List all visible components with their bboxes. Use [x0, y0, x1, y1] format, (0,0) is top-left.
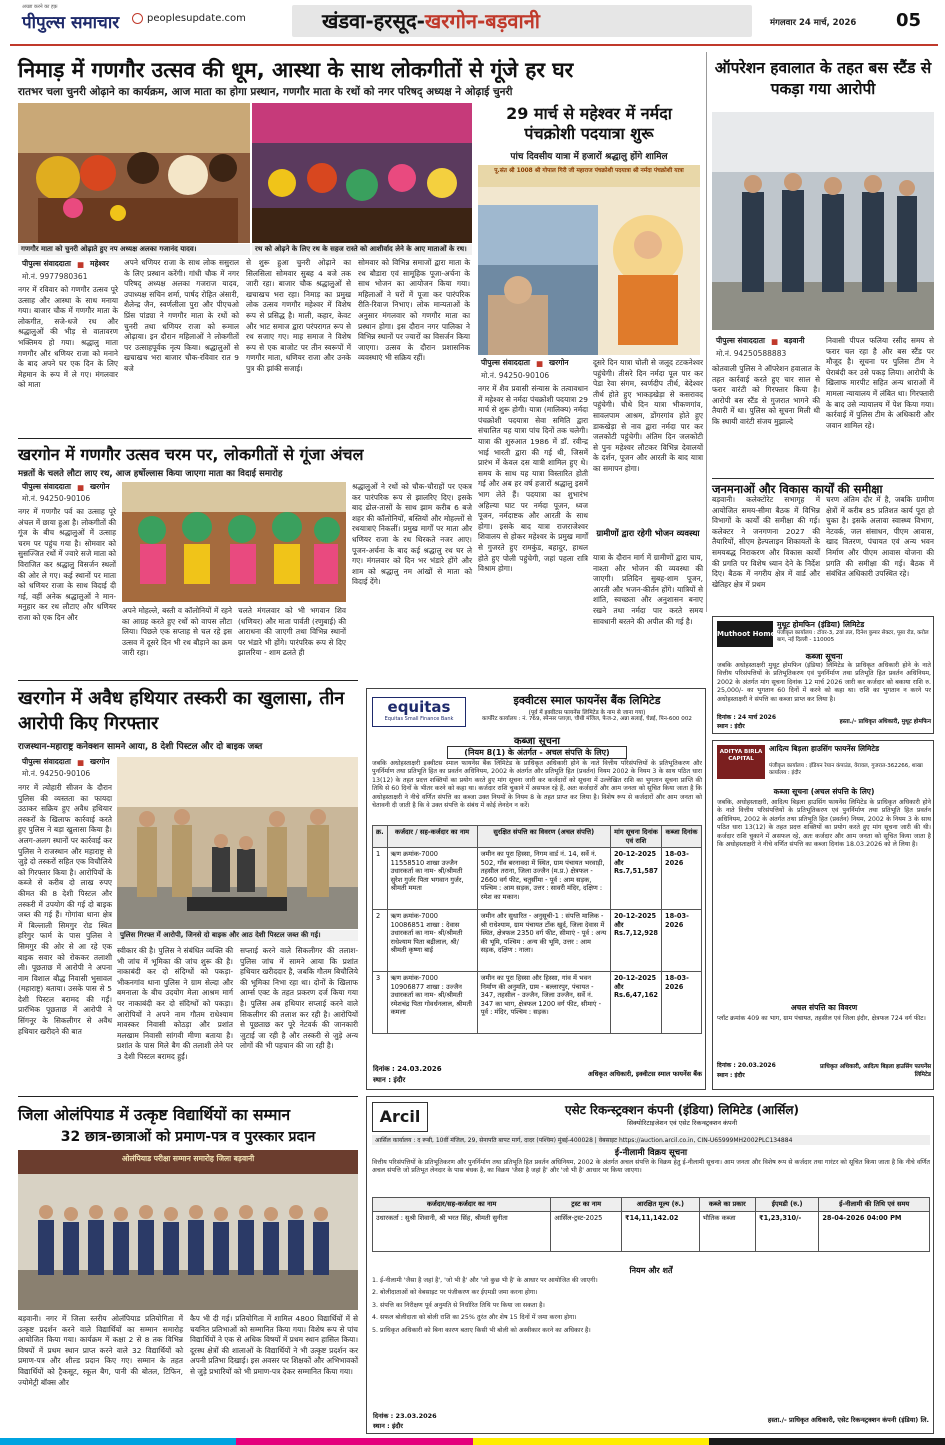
equitas-subtitle: (पूर्व में इक्वीटस फायनेंस लिमिटेड के नाम से जाना गया)	[528, 710, 646, 716]
arcil-signatory: हस्ता./- प्राधिकृत अधिकारी, एसेट रिकन्स्ट्रक्शन कंपनी (इंडिया) लि.	[767, 1416, 929, 1424]
color-swatch	[473, 1438, 709, 1445]
table-cell: ₹14,11,142.02	[622, 1211, 700, 1251]
color-swatch	[0, 1438, 236, 1445]
story7-banner: ओलंपियाड परीक्षा सम्मान समारोह जिला बड़वानी	[121, 1154, 255, 1163]
story7-headline-2: 32 छात्र-छात्राओं को प्रमाण-पत्र व पुरस्कार प्रदान	[60, 1129, 316, 1145]
arcil-term: 4. सफल बोलीदाता को बोली राशि का 25% तुरंत और शेष 15 दिनों में जमा करना होगा।	[372, 1314, 577, 1322]
table-header: मांग सूचना दिनांक एवं राशि	[610, 826, 661, 848]
arcil-notice	[366, 1096, 934, 1434]
equitas-heading: कब्जा सूचना	[513, 736, 560, 747]
story4-col-1: बड़वानी। कलेक्टोरेट सभागृह में आयोजित समय-सीमा बैठक में विभिन्न विभागों के कार्यों की समीक्षा की गई। कलेक्टर ने जनगणना 2027 की तैयारियों, सीएम हेल्पलाइन शिकायतों के समयबद्ध निराकरण और विकास कार्यों की प्रगति पर विशेष ध्यान देने के निर्देश दिए। बैठक में नगरीय क्षेत्र में वार्ड और खेतिहर क्षेत्र में प्रथम	[712, 495, 820, 589]
bullet-icon: ■	[535, 358, 544, 368]
section-rule	[18, 680, 358, 681]
story2-headline: 29 मार्च से महेश्वर में नर्मदा पंचक्रोशी पदयात्रा शुरू	[506, 104, 672, 143]
equitas-address: कार्पोरेट कार्यालय : नं. 769, स्पेन्सर प्लाज़ा, चौथी मंजिल, फेज-2, अन्ना सलाई, चेन्नई, पिन-600 002	[482, 716, 692, 722]
table-header-row	[373, 1198, 930, 1212]
table-header: कब्जा दिनांक	[662, 826, 702, 848]
masthead	[0, 0, 945, 46]
arcil-address: आर्सिल कार्यालय : द रूबी, 10वीं मंजिल, 29, सेनापति बापट मार्ग, दादर (पश्चिम) मुंबई-400028 | वेबसाइट https://auction.arcil.co.in, CIN-U65999MH2002PLC134884	[372, 1135, 930, 1145]
story4-col-2: चरण अंतिम दौर में है, जबकि ग्रामीण क्षेत्रों में करीब 85 प्रतिशत कार्य पूरा हो चुका है। इसके अलावा स्वास्थ्य विभाग, नेटवर्क, जल संसाधन, पीएम आवास, खाद वितरण, पंचायत एवं अन्य भवन निर्माण और पीएम आवास योजना की प्रगति की समीक्षा की गई। बैठक में संबंधित अधिकारी उपस्थित रहे।	[826, 495, 934, 579]
story5-reporter: पीपुल्स संवाददाता	[22, 482, 71, 491]
arcil-terms-heading: नियम और शर्तें	[629, 1266, 673, 1275]
story2-col-2: दूसरे दिन यात्रा चोली से जलूद टटकनेश्वर पहुंचेगी। तीसरे दिन नर्मदा पूल पार कर पेडा रेवा संगम, स्वर्णदीप तीर्थ, बेदेश्वर तीर्थ होते हुए भाकड़खेड़ा से कसरावद पहुंचेगी। चौथे दिन यात्रा भीकणगांव, सावलपाम आश्रम, डोंगरगांव होते हुए डाकखेड़ा से नाव द्वारा नर्मदा पार कर जलकोटी पहुंचेगी। अंतिम दिन जलकोटी से पुनः महेश्वर लौटकर विभिन्न देवालयों के दर्शन, पूजन और आरती के बाद यात्रा का समापन होगा।	[593, 358, 703, 473]
story3-headline: ऑपरेशन हवालात के तहत बस स्टैंड से पकड़ा गया आरोपी	[714, 59, 932, 98]
bullet-icon: ■	[76, 259, 85, 269]
table-cell: 3	[373, 972, 388, 1034]
story3-place: बड़वानी	[784, 336, 805, 345]
story2-subhead: पांच दिवसीय यात्रा में हजारों श्रद्धालु होंगे शामिल	[510, 152, 668, 162]
story3-phone: मो.नं. 94250588883	[716, 349, 787, 358]
table-header: क्र.	[373, 826, 388, 848]
aditya-address: पंजीकृत कार्यालय : इंडियन रेयान कंपाउंड, वेरावल, गुजरात-362266, शाखा कार्यालय : इंदौर	[769, 763, 923, 776]
table-cell: 2	[373, 910, 388, 972]
muthoot-address: पंजीकृत कार्यालय : टॉवर-3, 2वां तल, दिनेश कुमार सेक्टर, पूसा रोड, करोल बाग, नई दिल्ली - 110005	[777, 630, 929, 643]
globe-icon	[132, 13, 143, 24]
table-header: कर्जदार/सह-कर्जदार का नाम	[373, 1198, 551, 1212]
story3-col-2: निवासी पीपल फलिया रसीद समय से फरार चल रहा है और बस स्टैंड पर मौजूद है। सूचना पर पुलिस टीम ने घेराबंदी कर उसे पकड़ लिया। आरोपी के खिलाफ मारपीट सहित अन्य धाराओं में मामला न्यायालय में लंबित था। गिरफ्तारी के बाद उसे न्यायालय में पेश किया गया। कार्रवाई में पुलिस टीम के अधिकारी और जवान शामिल रहे।	[826, 336, 934, 430]
story5-photo	[122, 482, 346, 602]
print-color-bar	[0, 1438, 945, 1445]
bullet-icon: ■	[76, 482, 85, 492]
aditya-heading: कब्जा सूचना (अचल संपत्ति के लिए)	[773, 787, 875, 796]
arcil-place: स्थान : इंदौर	[373, 1422, 403, 1430]
story2-place: खरगोन	[549, 358, 569, 367]
section-title-b: खरगोन-बड़वानी	[424, 9, 540, 33]
equitas-table	[372, 825, 702, 1034]
table-header: सुरक्षित संपत्ति का विवरण (अचल संपत्ति)	[477, 826, 610, 848]
aditya-property: प्लॉट क्रमांक 409 का भाग, ग्राम पंचायत, तहसील एवं जिला इंदौर, क्षेत्रफल 724 वर्ग फीट।	[717, 1015, 926, 1022]
arcil-date: दिनांक : 23.03.2026	[373, 1412, 437, 1420]
story1-col-4: सोमवार को विभिन्न समाजों द्वारा माता के रथ बौडारा एवं सामूहिक पूजा-अर्चना के साथ भोजन का आयोजन किया गया। महिलाओं ने घरों में पूजा कर पारंपरिक रीति-रिवाज निभाए। लोक मान्यताओं के अनुसार मंगलवार को गणगौर माता का प्रस्थान होगा। इस दौरान नगर पालिका ने विभिन्न स्थानों पर ज्यारों का विसर्जन किया जाएगा। उत्सव के दौरान प्रशासनिक व्यवस्थाएं भी सक्रिय रहीं।	[358, 258, 470, 363]
story2-col-1: नगर में शैव प्रवासी संन्यास के तत्वावधान में महेश्वर से नर्मदा पंचक्रोशी पदयात्रा 29 मार्च से शुरू होगी। यात्रा (मालिक्य) नर्मदा पंचक्रोशी पदयात्रा सेवा समिति द्वारा संचालित यह यात्रा पांच दिनों तक चलेगी। यात्रा की शुरुआत 1986 में डॉ. रवीन्द्र भाई भारती द्वारा की गई थी, जिसमें प्रारंभ में केवल दस यात्री शामिल हुए थे। समय के साथ यह यात्रा विस्तारित होती गई और अब हर वर्ष हजारों श्रद्धालु इसमें भाग लेते हैं। पदयात्रा का शुभारंभ अहिल्या घाट पर नर्मदा पूजन, ध्वज पूजन, नर्मदाष्टक और आरती के साथ होगा। इसके बाद यात्रा राजराजेश्वर शिवालय से होकर महेश्वर के प्रमुख मार्गों से गुजरते हुए रामकुंड, बहादुर, हाथल होते हुए पोली पहुंचेगी, जहां पहला रात्रि विश्राम होगा।	[478, 384, 588, 574]
table-cell: 1	[373, 848, 388, 910]
equitas-signatory: अधिकृत अधिकारी, इक्वीटस स्माल फायनेंस बैंक	[587, 1070, 702, 1078]
story2-photo	[478, 165, 700, 355]
muthoot-date: दिनांक : 24 मार्च 2026	[717, 714, 776, 721]
arcil-subtitle: सिक्योरिटाइजेशन एवं एसेट रिकन्स्ट्रक्शन कंपनी	[626, 1119, 738, 1127]
table-cell: उधारकर्ता : सुश्री शिवानी, श्री भरत सिंह, श्रीमती सुनीता	[373, 1211, 551, 1251]
table-header: ईएमडी (रु.)	[756, 1198, 819, 1212]
table-row	[373, 910, 702, 972]
muthoot-heading: कब्जा सूचना	[805, 652, 843, 661]
story1-byline	[22, 259, 117, 269]
table-cell: 20-12-2025 और Rs.7,12,928	[610, 910, 661, 972]
story1-caption-1: गणगौर माता को चुनरी ओढ़ाते हुए नप अध्यक्ष अलका गजानंद यादव।	[18, 244, 250, 255]
aditya-property-heading: अचल संपत्ति का विवरण	[790, 1003, 858, 1012]
story5-byline	[22, 482, 110, 492]
equitas-body: जबकि अधोहस्ताक्षरी इक्वीटस स्माल फायनेंस बैंक लिमिटेड के प्राधिकृत अधिकारी होने के नाते वित्तीय परिसंपत्तियों के प्रतिभूतिकरण और पुनर्निर्माण तथा प्रतिभूति हित का प्रवर्तन अधिनियम, 2002 के अंतर्गत और प्रतिभूति हित (प्रवर्तन) नियम 2002 के नियम 3 के साथ पठित धारा 13(12) के तहत प्रदत्त शक्तियों का प्रयोग करते हुए मांग सूचना जारी कर कर्जदारों को सूचना में उल्लेखित राशि का भुगतान सूचना प्राप्ति की तिथि से 60 दिनों के भीतर करने को कहा था। कर्जदार राशि चुकाने में असफल रहे हैं, अतः कर्जदारों और आम जनता को सूचित किया जाता है कि अधोहस्ताक्षरी ने नीचे वर्णित संपत्ति का कब्जा उक्त नियमों के नियम 8 के तहत प्राप्त कर लिया है। विशेष रूप से कर्जदारों और आम जनता को चेतावनी दी जाती है कि वे उक्त संपत्ति के संबंध में कोई लेनदेन न करें।	[372, 760, 702, 810]
arcil-table	[372, 1197, 930, 1252]
story1-headline: निमाड़ में गणगौर उत्सव की धूम, आस्था के साथ लोकगीतों से गूंजे हर घर	[18, 58, 574, 82]
story3-byline	[716, 336, 805, 346]
story1-col-1: नगर में रविवार को गणगौर उत्सव पूरे उत्साह और आस्था के साथ मनाया गया। बाजार चौक में गणगौर माता के लोकगीत, सजे-धजे रथ और श्रद्धालुओं की भीड़ से वातावरण भक्तिमय हो गया। श्रद्धालु माता गणगौर और धणियर राजा को मनाने के बाद अपने घर एक दिन के लिए मेहमान के रूप में ले गए। मंगलवार को माता	[18, 285, 118, 390]
table-header: ई-नीलामी की तिथि एवं समय	[819, 1198, 930, 1212]
table-header: कब्जे का प्रकार	[699, 1198, 755, 1212]
arcil-term: 2. बोलीदाताओं को वेबसाइट पर पंजीकरण कर ईएमडी जमा करना होगा।	[372, 1289, 538, 1297]
equitas-logo-sub: Equitas Small Finance Bank	[384, 716, 454, 722]
story5-phone: मो.नं. 94250-90106	[22, 494, 91, 503]
arcil-heading: ई-नीलामी विक्रय सूचना	[614, 1148, 688, 1158]
table-header-row	[373, 826, 702, 848]
aditya-title: आदित्य बिड़ला हाउसिंग फायनेंस लिमिटेड	[769, 744, 880, 753]
website-link[interactable]: peoplesupdate.com	[147, 13, 246, 24]
color-swatch	[709, 1438, 945, 1445]
arcil-terms	[372, 1277, 930, 1339]
section-rule	[18, 438, 472, 439]
story7-headline: जिला ओलंपियाड में उत्कृष्ट विद्यार्थियों का सम्मान	[18, 1106, 291, 1124]
brand-logo: पीपुल्स समाचार	[22, 13, 120, 33]
equitas-table-wrap	[372, 825, 702, 1034]
section-rule	[18, 1096, 358, 1097]
bullet-icon: ■	[76, 757, 85, 767]
story2-reporter: पीपुल्स संवाददाता	[481, 358, 530, 367]
story2-col-2b: यात्रा के दौरान मार्ग में ग्रामीणों द्वारा चाय, नाश्ता और भोजन की व्यवस्था की जाएगी। प्रतिदिन सुबह-शाम पूजन, आरती और भजन-कीर्तन होंगे। यात्रियों से शांति, स्वच्छता और अनुशासन बनाए रखने तथा नर्मदा पार करते समय सावधानी बरतने की अपील की गई है।	[593, 553, 703, 626]
equitas-date: दिनांक : 24.03.2026	[373, 1065, 442, 1073]
story5-headline: खरगोन में गणगौर उत्सव चरम पर, लोकगीतों से गूंजा अंचल	[18, 445, 364, 464]
masthead-rule	[10, 44, 938, 46]
table-cell: ₹1,23,310/-	[756, 1211, 819, 1251]
muthoot-notice	[712, 616, 934, 734]
arcil-table-wrap	[372, 1197, 930, 1252]
story2-banner: पू.संत श्री 1008 श्री गोपाल गिरी जी महाराज पंचक्रोशी पदयात्रा श्री नर्मदा पंचक्रोशी यात्रा	[494, 168, 684, 174]
table-cell: 18-03-2026	[662, 910, 702, 972]
table-header: ट्रस्ट का नाम	[551, 1198, 622, 1212]
story1-phone: मो.नं. 9977980361	[22, 272, 88, 281]
aditya-place: स्थान : इंदौर	[717, 1072, 745, 1079]
story3-col-1: कोतवाली पुलिस ने ऑपरेशन हवालात के तहत कार्रवाई करते हुए चार साल से फरार वारंटी को गिरफ्तार किया है। आरोपी बस स्टैंड से गुजरात भागने की तैयारी में था। पुलिस को सूचना मिली थी कि स्थायी वारंटी संजय मुझाल्दे	[712, 364, 820, 426]
table-cell: 20-12-2025 और Rs.6,47,162	[610, 972, 661, 1034]
table-cell: जमीन और सुधारित - अनुसूची-1 : संपत्ति मालिक - श्री राधेश्याम, ग्राम पंचायत टोंक खुर्द, जिला देवास में स्थित, क्षेत्रफल 2350 वर्ग फीट, सीमाएं - पूर्व : अन्य की भूमि, पश्चिम : अन्य की भूमि, उत्तर : आम सड़क, दक्षिण : नाला।	[477, 910, 610, 972]
equitas-logo	[372, 697, 466, 727]
table-cell: 28-04-2026 04:00 PM	[819, 1211, 930, 1251]
table-row	[373, 848, 702, 910]
story6-col-1: नगर में त्योहारी सीजन के दौरान पुलिस की व्यस्तता का फायदा उठाकर सक्रिय हुए अवैध हथियार तस्करों के खिलाफ कार्रवाई करते हुए पुलिस ने बड़ा खुलासा किया है। अलग-अलग स्थानों पर कार्रवाई कर पुलिस ने राजस्थान और महाराष्ट्र से जुड़े दो तस्करों सहित एक विचौलिये को गिरफ्तार किया है। आरोपियों के कब्जे से करीब दो लाख रुपए कीमत की 8 देशी पिस्टल और तस्करी में उपयोग की गई दो बाइक जब्त की गई हैं। गोगांवा थाना क्षेत्र में बिल्लाली सिमगुर रोड स्थित हरिगुर फार्म के पास पुलिस ने सिमगुर की ओर से आ रहे एक बाइक सवार को रोककर तलाशी ली। पूछताछ में आरोपी ने अपना नाम विशाल बौद्ध निवासी भुसावल (महाराष्ट्र) बताया। उसके पास से 5 देशी पिस्टल बरामद की गईं। प्रारंभिक पूछताछ में आरोपी ने सिंगनूर के सिकलीगर से अवैध हथियार खरीदने की बात	[18, 783, 112, 1036]
aditya-date: दिनांक : 20.03.2026	[717, 1062, 776, 1069]
equitas-rule: (नियम 8(1) के अंतर्गत - अचल संपत्ति के लिए)	[447, 746, 627, 759]
story7-col-1: बड़वानी। नगर में जिला स्तरीय ओलंपियाड प्रतियोगिता में उत्कृष्ट प्रदर्शन करने वाले विद्यार्थियों का सम्मान समारोह आयोजित किया गया। कार्यक्रम में कक्षा 2 से 8 तक विभिन्न विषयों में प्रथम स्थान प्राप्त करने वाले 32 विद्यार्थियों को प्रमाण-पत्र और शील्ड प्रदान किए गए। सम्मान के तहत विद्यार्थियों को ट्रैकसूट, स्कूल बैग, पानी की बोतल, टिफिन, ज्योमेट्री बॉक्स और	[18, 1314, 183, 1387]
story1-place: महेश्वर	[90, 259, 109, 268]
bullet-icon: ■	[770, 336, 779, 346]
story5-col-1: नगर में गणगौर पर्व का उत्साह पूरे अंचल में छाया हुआ है। लोकगीतों की गूंज के बीच श्रद्धालुओं में उत्साह चरम पर पहुंच गया है। सोमवार को सुसज्जित रथों में ज्वारे सजे माता को विराजित कर श्रद्धालु विसर्जन स्थलों की ओर ले गए। कई स्थानों पर माता को धणियर राजा के साथ विदाई दी गई, वहीं अनेक श्रद्धालुओं ने मान-मनुहार कर रथ लौटाए और धणियर राजा को एक दिन और	[18, 507, 116, 622]
table-cell: भौतिक कब्जा	[699, 1211, 755, 1251]
column-divider	[706, 52, 707, 612]
muthoot-title: मुथूट होमफिन (इंडिया) लिमिटेड	[777, 620, 865, 629]
table-cell: आर्सिल-ट्रस्ट-2025	[551, 1211, 622, 1251]
story5-col-3: चलते मंगलवार को भी भगवान शिव (धणियर) और माता पार्वती (रणुबाई) की आराधना की जाएगी तथा विभिन्न स्थानों पर भंडारे भी होंगे। पारंपरिक रूप से दिए झालरिया - शाम ढलते ही	[238, 606, 346, 658]
table-header: आरक्षित मूल्य (रु.)	[622, 1198, 700, 1212]
arcil-title: एसेट रिकन्स्ट्रक्शन कंपनी (इंडिया) लिमिटेड (आर्सिल)	[564, 1103, 800, 1117]
issue-date: मंगलवार 24 मार्च, 2026	[770, 18, 857, 28]
aditya-body: जबकि, अधोहस्ताक्षरी, आदित्य बिड़ला हाउसिंग फायनेंस लिमिटेड के प्राधिकृत अधिकारी होने के नाते वित्तीय परिसंपत्तियों के प्रतिभूतिकरण एवं पुनर्निर्माण तथा प्रतिभूति हित प्रवर्तन अधिनियम, 2002 के अंतर्गत तथा प्रतिभूति हित (प्रवर्तन) नियम, 2002 के नियम 3 के साथ पठित धारा 13(12) के तहत प्रदत्त शक्तियों का प्रयोग करते हुए मांग सूचना जारी की थी। कर्जदार राशि चुकाने में असफल रहे, अतः कर्जदार और आम जनता को सूचित किया जाता है कि अधोहस्ताक्षरी ने नीचे वर्णित संपत्ति का कब्जा दिनांक 18.03.2026 को ले लिया है।	[717, 799, 931, 849]
story1-caption-2: रथ को ओढ़ने के लिए रथ के सहज रास्ते को आशीर्वाद लेने के आए माताओं के रथ।	[252, 244, 472, 255]
story3-photo	[712, 112, 934, 330]
table-cell: 20-12-2025 और Rs.7,51,587	[610, 848, 661, 910]
muthoot-signatory: हस्ता./- प्राधिकृत अधिकारी, मुथूट होमफिन	[839, 719, 931, 725]
story2-byline	[481, 358, 569, 368]
story1-col-3: से शुरू हुआ चुनरी ओढ़ाने का सिलसिला सोमवार सुबह 4 बजे तक जारी रहा। बाजार चौक श्रद्धालुओं से खचाखच भरा रहा। निमाड़ का प्रमुख लोक उत्सव गणगौर महेश्वर में विशेष रूप से प्रसिद्ध है। माली, कहार, केवट और भाट समाज द्वारा परंपरागत रूप से रथ सजाए गए। माह समाज ने विशेष रूप से एक बाजोट पर तीन स्वरूपों में गणगौर माता, धणियर राजा और उनके पुत्र की झांकी सजाई।	[246, 258, 351, 373]
muthoot-logo: Muthoot Homefin	[717, 621, 773, 647]
color-swatch	[236, 1438, 472, 1445]
story2-col2-subhead: ग्रामीणों द्वारा रहेगी भोजन व्यवस्था	[596, 528, 700, 538]
story5-col-4: श्रद्धालुओं ने रथों को चौक-चौराहों पर एकत्र कर पारंपरिक रूप से झालरिए दिए। इसके बाद ढोल-तासों के साथ झाम करीब 6 बजे शहर की कॉलोनियों, बस्तियों और मोहल्लों से रथयात्राएं निकलीं। प्रमुख मार्गों पर माता और धणियर राजा के रथ थिरकते नजर आए। पूजन-अर्चना के बाद कई श्रद्धालु रथ घर ले गए। मंगलवार को दिन भर भंडारे होंगे और शाम को श्रद्धालु नम आंखों से माता को विदाई देंगे।	[352, 482, 472, 587]
arcil-term: 1. ई-नीलामी 'जैसा है जहां है', 'जो भी है' और 'जो कुछ भी है' के आधार पर आयोजित की जाएगी।	[372, 1277, 598, 1284]
muthoot-body: जबकि अधोहस्ताक्षरी मुथूट होमफिन (इंडिया) लिमिटेड के प्राधिकृत अधिकारी होने के नाते वित्तीय परिसंपत्तियों के प्रतिभूतिकरण एवं पुनर्निर्माण तथा प्रतिभूति हित प्रवर्तन अधिनियम, 2002 के अंतर्गत मांग सूचना दिनांक 12 मार्च 2026 जारी कर कर्जदार को बकाया राशि रु. 25,000/- का भुगतान 60 दिनों में करने को कहा था। राशि का भुगतान न करने पर अधोहस्ताक्षरी ने संपत्ति का कब्जा प्राप्त कर लिया है।	[717, 662, 931, 703]
table-cell: ऋण क्रमांक-7000 11558510 शाखा उज्जैन उधारकर्ता का नाम- श्री/श्रीमती सुरेश गुर्जर पिता भगवान गुर्जर, श्रीमती ममता	[387, 848, 477, 910]
story6-caption: पुलिस गिरफ्त में आरोपी, जिनसे दो बाइक और आठ देशी पिस्टल जब्त की गई।	[117, 930, 358, 941]
page-number: 05	[896, 10, 922, 31]
story7-photo	[18, 1150, 358, 1310]
story5-place: खरगोन	[90, 482, 110, 491]
story6-col-2: स्वीकार की है। पुलिस ने संबंधित व्यक्ति की भी जांच में भूमिका की जांच शुरू की है। नाकाबंदी कर दो संदिग्धों को पकड़ा-भीकनगांव थाना पुलिस ने ग्राम सेल्दा और बमनाला के बीच उदयोग मेला आश्रम मार्ग पर नाकाबंदी कर दो संदिग्धों को पकड़ा। आरोपियों ने अपने नाम गौतम राधेश्याम मावस्कर निवासी कोठड़ा और प्रशांत मलखाम निवासी सांगवी मीणा बताया है। प्रशांत के पास मिले बैग की तलाशी लेने पर 3 देशी पिस्टल बरामद हुईं।	[117, 946, 233, 1061]
section-title-a: खंडवा-हरसूद-	[322, 9, 425, 33]
story6-place: खरगोन	[90, 757, 110, 766]
section-title	[322, 7, 540, 34]
story5-subhead: मन्नतों के चलते लौटा लाए रथ, आज हर्षोल्लास किया जाएगा माता का विदाई समारोह	[18, 469, 283, 479]
table-cell: ऋण क्रमांक-7000 10906877 शाखा : उज्जैन उधारकर्ता का नाम- श्री/श्रीमती रमेशचंद्र पिता गोवर्धनलाल, श्रीमती कमला	[387, 972, 477, 1034]
aditya-signatory: प्राधिकृत अधिकारी, आदित्य बिड़ला हाउसिंग फायनेंस लिमिटेड	[819, 1064, 931, 1078]
muthoot-place: स्थान : इंदौर	[717, 723, 745, 730]
story1-col-2: अपने धणियर राजा के साथ लोक ससुराल के लिए प्रस्थान करेंगी। गांधी चौक में नगर परिषद् अध्यक्ष अलका गजराज यादव, उपाध्यक्ष सचिन शर्मा, पार्षद रोहित अंसारी, शैलेन्द्र जैन, स्वर्णलीला पुरा और पीएचओ प्रिंस पांड्या ने गणगौर माता के रथों को चुनरी तथा धणियर राजा को रूमाल ओढ़ाया। इन दौरान महिलाओं ने लोकगीतों पर उत्साहपूर्वक नृत्य किया। श्रद्धालुओं से खचाखच भरा बाजार चौक-रविवार रात 9 बजे	[124, 258, 239, 373]
arcil-term: 5. प्राधिकृत अधिकारी को बिना कारण बताए किसी भी बोली को अस्वीकार करने का अधिकार है।	[372, 1326, 591, 1334]
story1-reporter: पीपुल्स संवाददाता	[22, 259, 71, 268]
story1-photo-2	[252, 103, 472, 243]
story6-phone: मो.नं. 94250-90106	[22, 769, 91, 778]
story6-headline: खरगोन में अवैध हथियार तस्करी का खुलासा, तीन आरोपी किए गिरफ्तार	[18, 688, 345, 734]
table-header: कर्जदार / सह-कर्जदार का नाम	[387, 826, 477, 848]
table-cell: जमीन का पूरा हिस्सा और हिस्सा, गांव में भवन निर्माण की अनुमति, ग्राम - बल्लारपुर, पंचायत - 347, तहसील - उज्जैन, जिला उज्जैन, सर्वे नं. 347 का भाग, क्षेत्रफल 1200 वर्ग फीट, सीमाएं - पूर्व : मंदिर, पश्चिम : सड़क।	[477, 972, 610, 1034]
table-cell: 18-03-2026	[662, 972, 702, 1034]
story2-phone: मो.नं. 94250-90106	[481, 371, 550, 380]
aditya-logo: ADITYA BIRLA CAPITAL	[717, 745, 765, 779]
story6-subhead: राजस्थान-महाराष्ट्र कनेक्शन सामने आया, 8 देशी पिस्टल और दो बाइक जब्त	[18, 742, 263, 752]
table-cell: ऋण क्रमांक-7000 10086851 शाखा : देवास उधारकर्ता का नाम- श्री/श्रीमती राधेश्याम पिता बद्रीलाल, श्री/श्रीमती कृष्णा बाई	[387, 910, 477, 972]
table-row	[373, 1211, 930, 1251]
table-cell: 18-03-2026	[662, 848, 702, 910]
arcil-body: वित्तीय परिसंपत्तियों के प्रतिभूतिकरण और पुनर्निर्माण तथा प्रतिभूति हित प्रवर्तन अधिनियम, 2002 के अंतर्गत अचल संपत्ति के विक्रय हेतु ई-नीलामी सूचना। आम जनता और विशेष रूप से कर्जदार तथा गारंटर को सूचित किया जाता है कि नीचे वर्णित अचल संपत्ति जो प्रतिभूत लेनदार के पास बंधक है, का विक्रय 'जैसा है जहां है' और 'जो भी है' आधार पर किया जाएगा।	[372, 1159, 930, 1175]
table-row	[373, 972, 702, 1034]
equitas-place: स्थान : इंदौर	[373, 1076, 406, 1084]
equitas-title: इक्वीटस स्माल फायनेंस बैंक लिमिटेड	[513, 694, 661, 707]
story1-subhead: रातभर चला चुनरी ओढ़ाने का कार्यक्रम, आज माता का होगा प्रस्थान, गणगौर माता के रथों को नगर परिषद् अध्यक्ष ने ओढ़ाई चुनरी	[18, 86, 513, 98]
story6-col-3: सप्लाई करने वाले सिकलीगर की तलाश-पुलिस जांच में सामने आया कि प्रशांत हथियार खरीददार है, जबकि गौतम बिचौलिये की भूमिका निभा रहा था। दोनों के खिलाफ आर्म्स एक्ट के तहत प्रकरण दर्ज किया गया है। पुलिस अब हथियार सप्लाई करने वाले सिकलीगर की तलाश कर रही है। आरोपियों से पूछताछ कर पूरे नेटवर्क की जानकारी जुटाई जा रही है और तस्करी से जुड़े अन्य लोगों की भी पहचान की जा रही है।	[240, 946, 358, 1051]
story6-reporter: पीपुल्स संवाददाता	[22, 757, 71, 766]
equitas-notice	[366, 688, 706, 1090]
story7-col-2: कैप भी दी गई। प्रतियोगिता में शामिल 4800 विद्यार्थियों में से चयनित प्रतिभाओं को सम्मानित किया गया। विशेष रूप से पांच विद्यार्थियों ने एक से अधिक विषयों में प्रथम स्थान हासिल किया। दूरस्थ क्षेत्रों की शालाओं के विद्यार्थियों ने भी उत्कृष्ट प्रदर्शन कर अपनी प्रतिभा दिखाई। इस अवसर पर शिक्षकों और अभिभावकों से जुड़े प्रभारियों को भी प्रमाण-पत्र देकर सम्मानित किया गया।	[190, 1314, 358, 1376]
story6-byline	[22, 757, 110, 767]
story3-reporter: पीपुल्स संवाददाता	[716, 336, 765, 345]
table-cell: जमीन का पूरा हिस्सा, निगम वार्ड नं. 14, सर्वे नं. 502, गाँव बरनावदा में स्थित, ग्राम पंचायत भरवाड़ी, तहसील तराना, जिला उज्जैन (म.प्र.) क्षेत्रफल - 2660 वर्ग फीट, चतुर्सीमा - पूर्व : आम सड़क, पश्चिम : आम सड़क, उत्तर : सावरी मंदिर, दक्षिण : रमेश का मकान।	[477, 848, 610, 910]
arcil-logo: Arcil	[372, 1102, 428, 1132]
brand-tagline: अच्छा करने का हक़	[22, 4, 58, 10]
story4-headline: जनमनाओं और विकास कार्यों की समीक्षा	[712, 478, 934, 497]
aditya-notice	[712, 740, 934, 1090]
arcil-term: 3. संपत्ति का निरीक्षण पूर्व अनुमति से निर्धारित तिथि पर किया जा सकता है।	[372, 1301, 545, 1309]
story1-photo-1	[18, 103, 250, 243]
story5-col-2: अपने मोहल्ले, बस्ती व कॉलोनियों में रहने का आग्रह करते हुए रथों को वापस लौटा लिया। पिछले एक सप्ताह से चल रहे इस उत्सव में दूसरे दिन भी रथ बौड़ाने का क्रम जारी रहा।	[122, 606, 232, 658]
equitas-logo-text: equitas	[387, 698, 451, 716]
story6-photo	[117, 757, 358, 929]
